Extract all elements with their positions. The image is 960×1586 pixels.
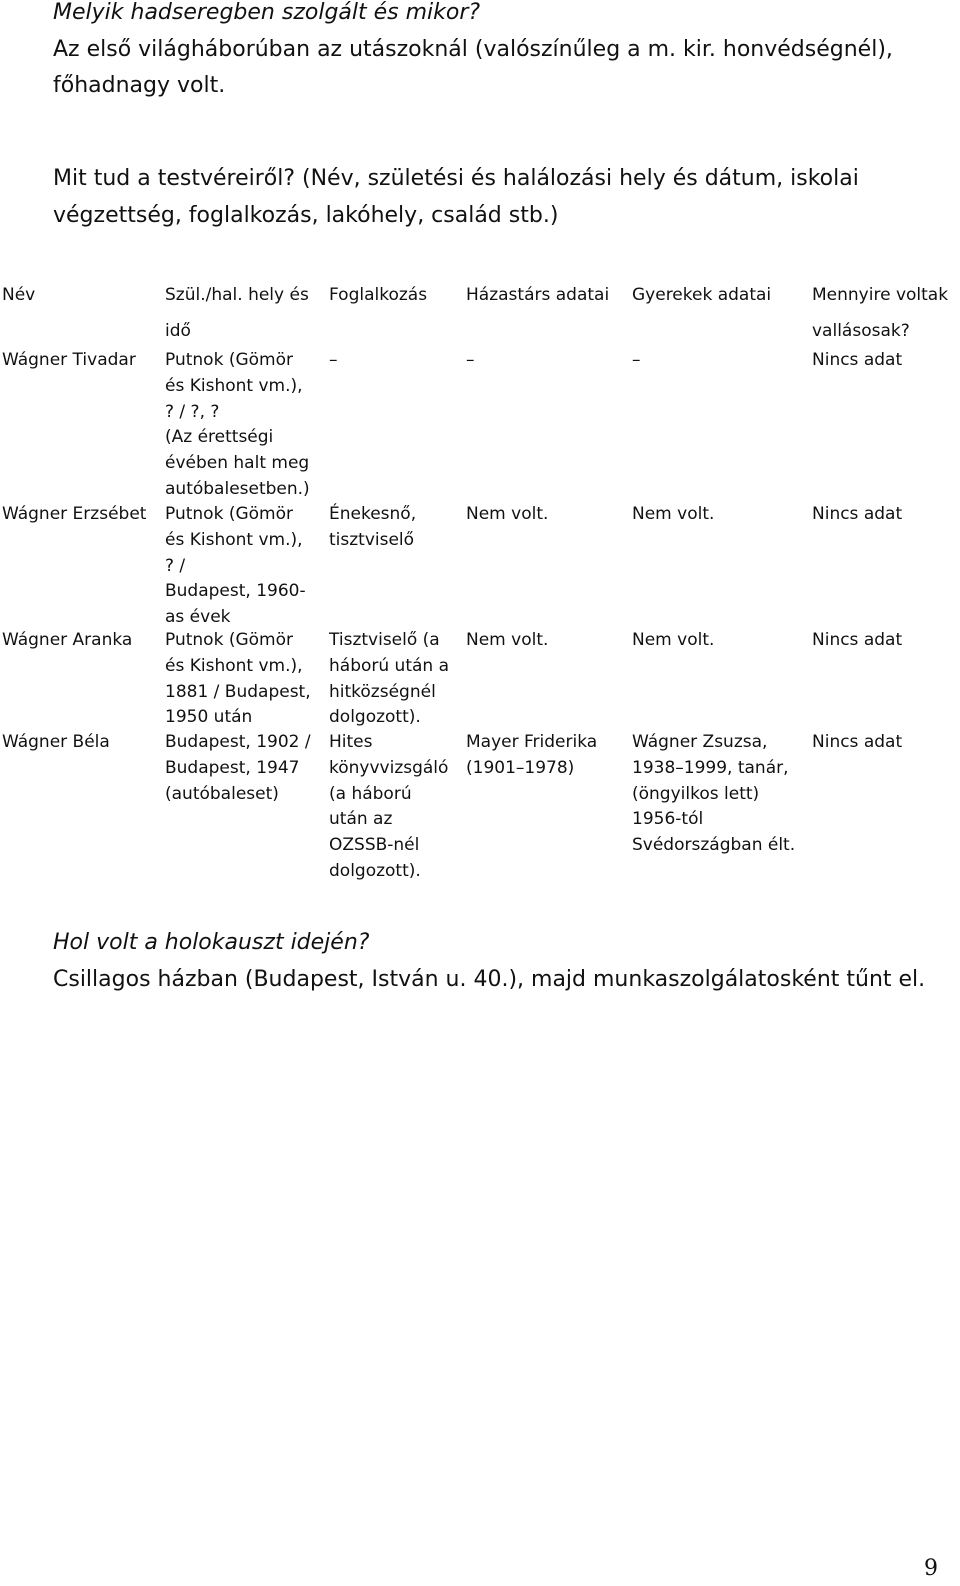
cell-children: Nem volt. xyxy=(632,504,715,524)
header-religious-line-2: vallásosak? xyxy=(812,321,910,341)
cell-children: Nem volt. xyxy=(632,630,715,650)
header-birth-death-line-2: idő xyxy=(165,321,191,341)
header-birth-death-line-1: Szül./hal. hely és xyxy=(165,285,309,305)
cell-spouse: Nem volt. xyxy=(466,630,549,650)
header-spouse: Házastárs adatai xyxy=(466,285,610,305)
answer-holocaust: Csillagos házban (Budapest, István u. 40.), majd munkaszolgálatosként tűnt el. xyxy=(53,967,926,992)
cell-name: Wágner Aranka xyxy=(2,630,133,650)
question-holocaust: Hol volt a holokauszt idején? xyxy=(53,930,370,955)
question-military-service: Melyik hadseregben szolgált és mikor? xyxy=(53,0,481,25)
question-siblings-line-1: Mit tud a testvéreiről? (Név, születési és halálozási hely és dátum, iskolai xyxy=(53,166,859,191)
cell-birth-death: Putnok (Gömör és Kishont vm.), ? / Budapest, 1960- as évek xyxy=(165,504,306,628)
cell-spouse: – xyxy=(466,350,475,370)
cell-religious: Nincs adat xyxy=(812,732,903,752)
header-occupation: Foglalkozás xyxy=(329,285,428,305)
cell-children: Wágner Zsuzsa, 1938–1999, tanár, (öngyilkos lett) 1956-tól Svédországban élt. xyxy=(632,732,796,856)
cell-occupation: Énekesnő, tisztviselő xyxy=(329,504,417,550)
header-children: Gyerekek adatai xyxy=(632,285,772,305)
cell-occupation: – xyxy=(329,350,338,370)
question-siblings-line-2: végzettség, foglalkozás, lakóhely, család stb.) xyxy=(53,203,559,228)
cell-religious: Nincs adat xyxy=(812,630,903,650)
cell-name: Wágner Erzsébet xyxy=(2,504,147,524)
cell-occupation: Hites könyvvizsgáló (a háború után az OZSSB-nél dolgozott). xyxy=(329,732,449,881)
answer-military-service-line-1: Az első világháborúban az utászoknál (valószínűleg a m. kir. honvédségnél), xyxy=(53,37,893,62)
cell-spouse: Mayer Friderika (1901–1978) xyxy=(466,732,598,778)
answer-military-service-line-2: főhadnagy volt. xyxy=(53,73,226,98)
cell-name: Wágner Béla xyxy=(2,732,110,752)
header-religious-line-1: Mennyire voltak xyxy=(812,285,949,305)
cell-name: Wágner Tivadar xyxy=(2,350,136,370)
cell-spouse: Nem volt. xyxy=(466,504,549,524)
cell-occupation: Tisztviselő (a háború után a hitközségnél dolgozott). xyxy=(329,630,450,728)
cell-birth-death: Putnok (Gömör és Kishont vm.), ? / ?, ? (Az érettségi évében halt meg autóbalesetben.) xyxy=(165,350,310,499)
page-number: 9 xyxy=(924,1556,938,1581)
cell-children: – xyxy=(632,350,641,370)
cell-religious: Nincs adat xyxy=(812,504,903,524)
cell-birth-death: Budapest, 1902 / Budapest, 1947 (autóbaleset) xyxy=(165,732,311,804)
cell-religious: Nincs adat xyxy=(812,350,903,370)
header-name: Név xyxy=(2,285,36,305)
cell-birth-death: Putnok (Gömör és Kishont vm.), 1881 / Budapest, 1950 után xyxy=(165,630,311,728)
